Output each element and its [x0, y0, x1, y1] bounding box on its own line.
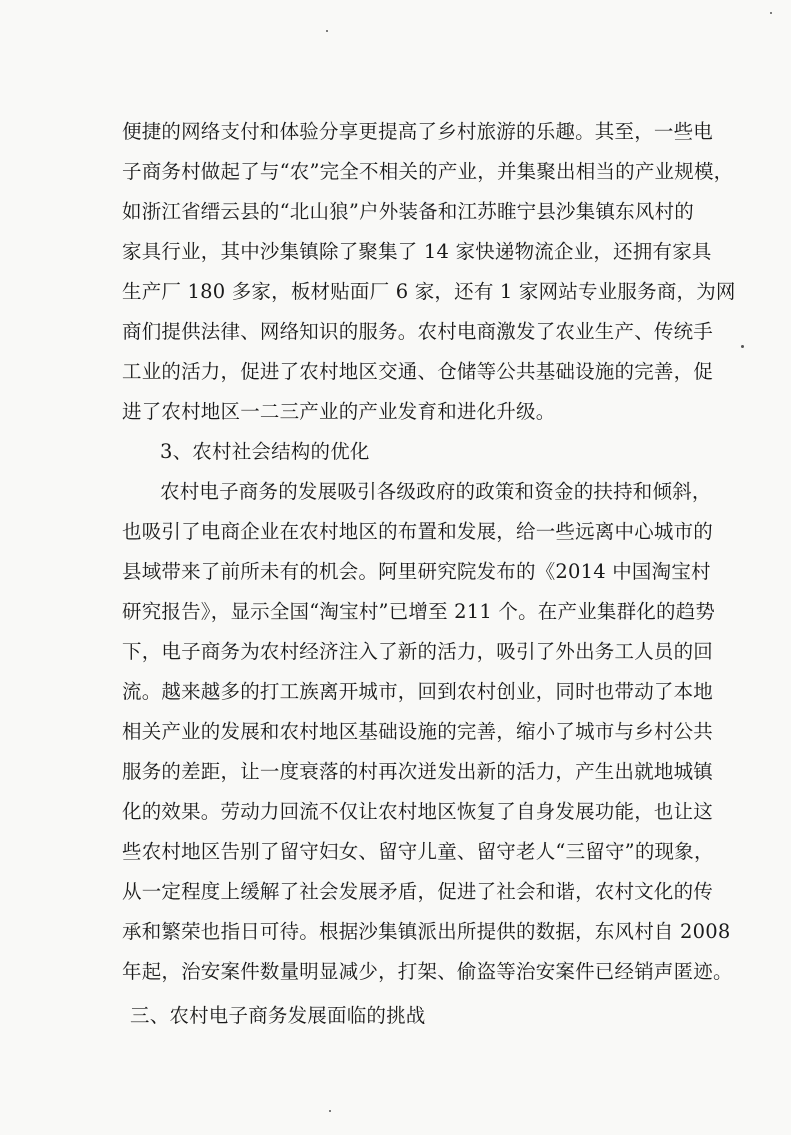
body-line: 子商务村做起了与“农”完全不相关的产业，并集聚出相当的产业规模， [122, 160, 734, 183]
section-heading: 3、农村社会结构的优化 [160, 440, 370, 463]
body-line: 商们提供法律、网络知识的服务。农村电商激发了农业生产、传统手 [122, 320, 714, 343]
body-line: 生产厂 180 多家，板材贴面厂 6 家，还有 1 家网站专业服务商，为网 [122, 280, 736, 303]
body-line: 工业的活力，促进了农村地区交通、仓储等公共基础设施的完善，促 [122, 360, 714, 383]
body-line: 如浙江省缙云县的“北山狼”户外装备和江苏睢宁县沙集镇东风村的 [122, 200, 694, 223]
body-line: 相关产业的发展和农村地区基础设施的完善，缩小了城市与乡村公共 [122, 720, 714, 743]
scan-speck [329, 1110, 331, 1112]
body-line: 些农村地区告别了留守妇女、留守儿童、留守老人“三留守”的现象， [122, 840, 714, 863]
body-line: 流。越来越多的打工族离开城市，回到农村创业，同时也带动了本地 [122, 680, 714, 703]
body-line: 从一定程度上缓解了社会发展矛盾，促进了社会和谐，农村文化的传 [122, 880, 714, 903]
body-line: 年起，治安案件数量明显减少，打架、偷盗等治安案件已经销声匿迹。 [122, 960, 733, 983]
body-line: 服务的差距，让一度衰落的村再次迸发出新的活力，产生出就地城镇 [122, 760, 714, 783]
body-line: 家具行业，其中沙集镇除了聚集了 14 家快递物流企业，还拥有家具 [122, 240, 712, 263]
scan-speck [326, 30, 328, 32]
scan-speck [770, 12, 772, 14]
body-line: 研究报告》，显示全国“淘宝村”已增至 211 个。在产业集群化的趋势 [122, 600, 716, 623]
body-line: 县域带来了前所未有的机会。阿里研究院发布的《2014 中国淘宝村 [122, 560, 711, 583]
body-line: 也吸引了电商企业在农村地区的布置和发展，给一些远离中心城市的 [122, 520, 714, 543]
chapter-heading: 三、农村电子商务发展面临的挑战 [130, 1004, 426, 1027]
body-line: 化的效果。劳动力回流不仅让农村地区恢复了自身发展功能，也让这 [122, 800, 714, 823]
body-line: 便捷的网络支付和体验分享更提高了乡村旅游的乐趣。其至，一些电 [122, 120, 714, 143]
body-line: 进了农村地区一二三产业的产业发育和进化升级。 [122, 400, 556, 423]
paragraph-start-line: 农村电子商务的发展吸引各级政府的政策和资金的扶持和倾斜， [160, 480, 712, 503]
scan-speck [741, 345, 744, 348]
body-line: 承和繁荣也指日可待。根据沙集镇派出所提供的数据，东风村自 2008 [122, 920, 731, 943]
body-line: 下，电子商务为农村经济注入了新的活力，吸引了外出务工人员的回 [122, 640, 714, 663]
